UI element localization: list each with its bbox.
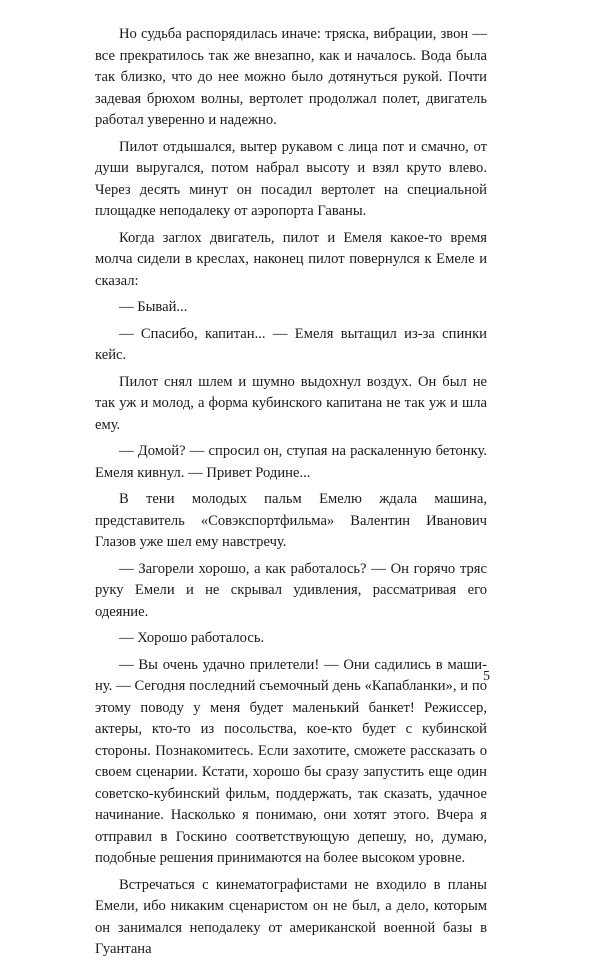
paragraph: Но судьба распорядилась иначе: тряска, вибрации, звон — все прекратилось так же внезапно, как и началось. Вода была так близко, что до нее можно было дотянуться рукой. Почти задевая брюхом волны, вертолет продолжал полет, двигатель работал уверенно и надежно. <box>95 26 487 128</box>
paragraph: Встречаться с кинематографистами не входило в планы Емели, ибо никаким сценаристом он не был, а дело, которым он занимался неподалеку от американской военной базы в Гуантана <box>95 876 487 957</box>
page-number: 5 <box>483 669 490 684</box>
dialogue-line: — Бывай... <box>119 299 188 315</box>
dialogue-line: — Вы очень удачно прилетели! — Они садились в машину. — Сегодня последний съемочный день «Капабланки», и по этому поводу у меня будет маленький банкет! Режиссер, актеры, кто-то из посольства, кое-кто будет с кубинской стороны. Познакомитесь. Если захотите, сможете рассказать о своем сценарии. Кстати, хорошо бы сразу запустить еще один советско-кубинский фильм, поддержать, так сказать, удачное начинание. Насколько я понимаю, они хотят этого. Вчера я отправил в Госкино соответствующую депешу, но, думаю, подобные решения принимаются на более высоком уровне. <box>95 656 487 866</box>
dialogue-line: — Загорели хорошо, а как работалось? — Он горячо тряс руку Емели и не скрывал удивления, рассматривая его одеяние. <box>95 560 487 620</box>
book-page-text <box>95 24 487 966</box>
paragraph: Пилот снял шлем и шумно выдохнул воздух. Он был не так уж и молод, а форма кубинского капитана не так уж и шла ему. <box>95 373 487 433</box>
paragraph: Пилот отдышался, вытер рукавом с лица пот и смачно, от души выругался, потом набрал высоту и взял круто влево. Через десять минут он посадил вертолет на специальной площадке неподалеку от аэропорта Гаваны. <box>95 138 487 219</box>
paragraph: Когда заглох двигатель, пилот и Емеля какое-то время молча сидели в креслах, наконец пилот повернулся к Емеле и сказал: <box>95 229 487 289</box>
dialogue-line: — Хорошо работалось. <box>119 630 265 646</box>
dialogue-line: — Спасибо, капитан... — Емеля вытащил из-за спинки кейс. <box>95 325 487 363</box>
paragraph: В тени молодых пальм Емелю ждала машина, представитель «Совэкспортфильма» Валентин Иванович Глазов уже шел ему навстречу. <box>95 491 487 550</box>
dialogue-line: — Домой? — спросил он, ступая на раскаленную бетонку. Емеля кивнул. — Привет Родине... <box>95 443 487 481</box>
